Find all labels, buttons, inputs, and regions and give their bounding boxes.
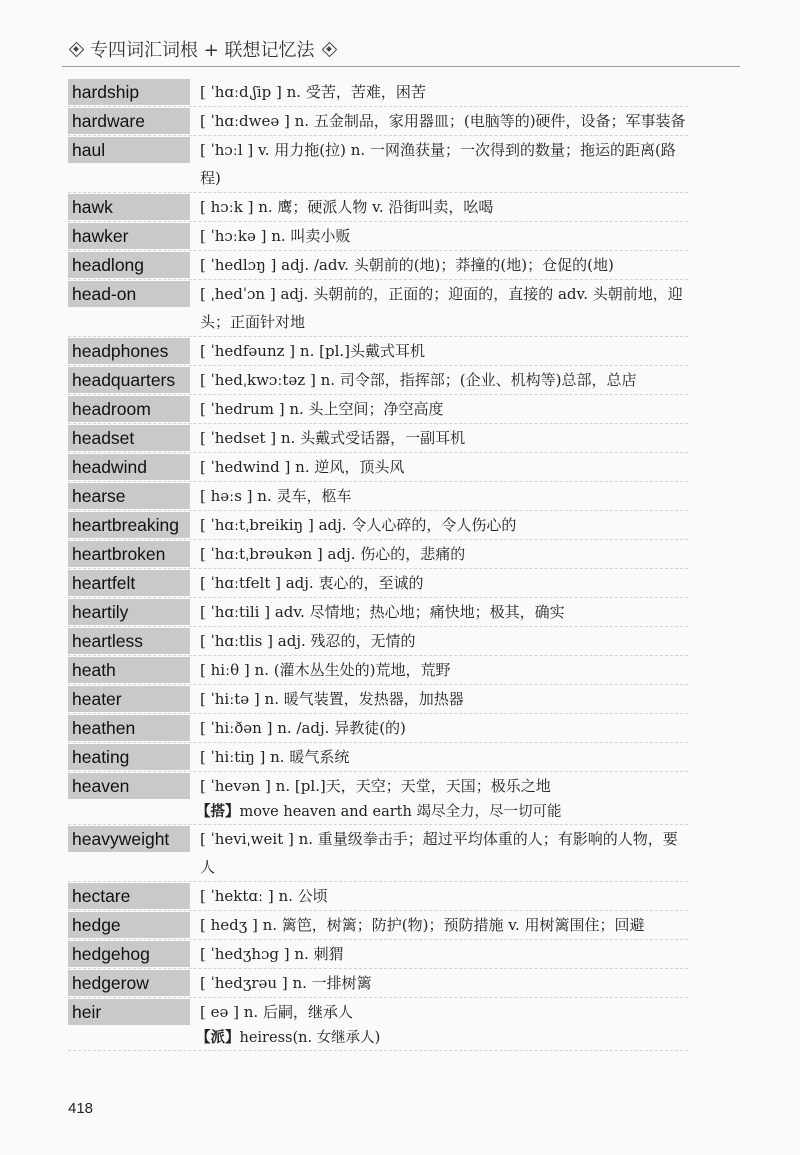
definition-text: [ ˈhedwind ] n. 逆风，顶头风 bbox=[200, 458, 405, 476]
definition-block bbox=[200, 598, 688, 626]
headword: heartbroken bbox=[68, 541, 190, 567]
entry-hardware bbox=[68, 107, 688, 136]
entry-heater bbox=[68, 685, 688, 714]
definition-text: [ ˈhɑːtˌbreikiŋ ] adj. 令人心碎的，令人伤心的 bbox=[200, 516, 517, 534]
definition-text: [ ˈhɑːtili ] adv. 尽情地；热心地；痛快地；极其，确实 bbox=[200, 603, 565, 621]
definition-text: [ ˌhedˈɔn ] adj. 头朝前的，正面的；迎面的，直接的 adv. 头朝前地，迎头；正面针对地 bbox=[200, 285, 683, 331]
definition-block bbox=[200, 911, 688, 939]
headword: hearse bbox=[68, 483, 190, 509]
entry-headwind bbox=[68, 453, 688, 482]
running-header bbox=[62, 34, 742, 64]
headword: headset bbox=[68, 425, 190, 451]
entry-heathen bbox=[68, 714, 688, 743]
headword: haul bbox=[68, 137, 190, 163]
entry-hearse bbox=[68, 482, 688, 511]
entry-head-on bbox=[68, 280, 688, 337]
definition-block bbox=[200, 395, 688, 423]
headword: hawk bbox=[68, 194, 190, 220]
definition-block bbox=[200, 107, 688, 135]
entry-heating bbox=[68, 743, 688, 772]
entry-headlong bbox=[68, 251, 688, 280]
definition-block bbox=[196, 998, 688, 1050]
extension-text: move heaven and earth 竭尽全力，尽一切可能 bbox=[239, 804, 562, 820]
definition-block bbox=[200, 78, 688, 106]
headword: heartily bbox=[68, 599, 190, 625]
definition-text: [ ˈhiːðən ] n. /adj. 异教徒(的) bbox=[200, 719, 406, 737]
headword: heavyweight bbox=[68, 826, 190, 852]
headword: hectare bbox=[68, 883, 190, 909]
headword: heir bbox=[68, 999, 190, 1025]
headword: heartless bbox=[68, 628, 190, 654]
headword: headwind bbox=[68, 454, 190, 480]
definition-block bbox=[200, 540, 688, 568]
definition-text: [ ˈhiːtə ] n. 暖气装置，发热器，加热器 bbox=[200, 690, 464, 708]
definition-text: [ ˈhɑːtfelt ] adj. 衷心的，至诚的 bbox=[200, 574, 424, 592]
entry-hedge bbox=[68, 911, 688, 940]
definition-block bbox=[200, 251, 688, 279]
headword: hedge bbox=[68, 912, 190, 938]
definition-block bbox=[196, 772, 688, 824]
vocabulary-list bbox=[68, 78, 688, 1051]
headword: hardware bbox=[68, 108, 190, 134]
entry-heaven bbox=[68, 772, 688, 825]
definition-text: [ ˈhɑːtlis ] adj. 残忍的，无情的 bbox=[200, 632, 416, 650]
headword: hawker bbox=[68, 223, 190, 249]
definition-text: [ həːs ] n. 灵车，柩车 bbox=[200, 487, 352, 505]
entry-headroom bbox=[68, 395, 688, 424]
extension-note bbox=[196, 1026, 688, 1050]
headword: heaven bbox=[68, 773, 190, 799]
entry-heartbroken bbox=[68, 540, 688, 569]
definition-text: [ ˈhɔːkə ] n. 叫卖小贩 bbox=[200, 227, 351, 245]
header-title: 专四词汇词根 + 联想记忆法 bbox=[90, 40, 315, 61]
extension-note bbox=[196, 800, 688, 824]
definition-block bbox=[200, 511, 688, 539]
entry-hectare bbox=[68, 882, 688, 911]
definition-block bbox=[200, 627, 688, 655]
headword: head-on bbox=[68, 281, 190, 307]
definition-text: [ ˈhedlɔŋ ] adj. /adv. 头朝前的(地)；莽撞的(地)；仓促的(地) bbox=[200, 256, 614, 274]
definition-text: [ ˈhedˌkwɔːtəz ] n. 司令部，指挥部；(企业、机构等)总部，总店 bbox=[200, 371, 637, 389]
headword: heating bbox=[68, 744, 190, 770]
headword: heartbreaking bbox=[68, 512, 190, 538]
definition-text: [ ˈhedrum ] n. 头上空间；净空高度 bbox=[200, 400, 444, 418]
definition-text: [ ˈhiːtiŋ ] n. 暖气系统 bbox=[200, 748, 350, 766]
definition-block bbox=[200, 969, 688, 997]
entry-headquarters bbox=[68, 366, 688, 395]
entry-heir bbox=[68, 998, 688, 1051]
definition-block bbox=[200, 193, 688, 221]
definition-block bbox=[200, 453, 688, 481]
definition-block bbox=[200, 940, 688, 968]
entry-hedgerow bbox=[68, 969, 688, 998]
entry-heartbreaking bbox=[68, 511, 688, 540]
definition-block bbox=[200, 337, 688, 365]
extension-tag: 【派】 bbox=[196, 1029, 240, 1046]
definition-text: [ hedʒ ] n. 篱笆，树篱；防护(物)；预防措施 v. 用树篱围住；回避 bbox=[200, 916, 645, 934]
definition-text: [ eə ] n. 后嗣，继承人 bbox=[200, 1003, 353, 1021]
headword: heathen bbox=[68, 715, 190, 741]
definition-block bbox=[200, 424, 688, 452]
entry-heartless bbox=[68, 627, 688, 656]
definition-text: [ ˈhedʒrəu ] n. 一排树篱 bbox=[200, 974, 372, 992]
definition-text: [ ˈhedset ] n. 头戴式受话器，一副耳机 bbox=[200, 429, 466, 447]
definition-text: [ ˈhɑːtˌbrəukən ] adj. 伤心的，悲痛的 bbox=[200, 545, 466, 563]
headword: heartfelt bbox=[68, 570, 190, 596]
diamond-bullet-icon bbox=[68, 41, 84, 57]
definition-text: [ ˈheviˌweit ] n. 重量级拳击手；超过平均体重的人；有影响的人物，要人 bbox=[200, 830, 678, 876]
definition-block bbox=[200, 825, 688, 881]
headword: hedgehog bbox=[68, 941, 190, 967]
definition-block bbox=[200, 136, 688, 192]
entry-hedgehog bbox=[68, 940, 688, 969]
entry-heartfelt bbox=[68, 569, 688, 598]
headword: headroom bbox=[68, 396, 190, 422]
definition-text: [ ˈhɔːl ] v. 用力拖(拉) n. 一网渔获量；一次得到的数量；拖运的距离(路程) bbox=[200, 141, 676, 187]
entry-headset bbox=[68, 424, 688, 453]
definition-text: [ ˈhedʒhɔg ] n. 刺猬 bbox=[200, 945, 344, 963]
diamond-bullet-icon bbox=[321, 41, 337, 57]
extension-tag: 【搭】 bbox=[196, 803, 240, 820]
definition-text: [ ˈhɑːdˌʃip ] n. 受苦，苦难，困苦 bbox=[200, 83, 426, 101]
definition-block bbox=[200, 743, 688, 771]
entry-heartily bbox=[68, 598, 688, 627]
definition-block bbox=[200, 366, 688, 394]
definition-text: [ hiːθ ] n. (灌木丛生处的)荒地，荒野 bbox=[200, 661, 451, 679]
headword: headlong bbox=[68, 252, 190, 278]
entry-heavyweight bbox=[68, 825, 688, 882]
definition-block bbox=[200, 714, 688, 742]
extension-text: heiress(n. 女继承人) bbox=[239, 1030, 381, 1046]
headword: heater bbox=[68, 686, 190, 712]
definition-block bbox=[200, 685, 688, 713]
headword: hardship bbox=[68, 79, 190, 105]
headword: hedgerow bbox=[68, 970, 190, 996]
definition-text: [ ˈhevən ] n. [pl.]天，天空；天堂，天国；极乐之地 bbox=[200, 777, 551, 795]
definition-block bbox=[200, 882, 688, 910]
entry-heath bbox=[68, 656, 688, 685]
entry-haul bbox=[68, 136, 688, 193]
headword: heath bbox=[68, 657, 190, 683]
header-divider bbox=[62, 66, 740, 67]
definition-block bbox=[200, 656, 688, 684]
entry-hardship bbox=[68, 78, 688, 107]
headword: headphones bbox=[68, 338, 190, 364]
definition-text: [ ˈhɑːdweə ] n. 五金制品，家用器皿；(电脑等的)硬件，设备；军事装备 bbox=[200, 112, 686, 130]
page-number: 418 bbox=[68, 1100, 94, 1117]
entry-hawker bbox=[68, 222, 688, 251]
definition-text: [ hɔːk ] n. 鹰；硬派人物 v. 沿街叫卖，吆喝 bbox=[200, 198, 494, 216]
definition-block bbox=[200, 569, 688, 597]
definition-text: [ ˈhedfəunz ] n. [pl.]头戴式耳机 bbox=[200, 342, 425, 360]
definition-block bbox=[200, 222, 688, 250]
definition-block bbox=[200, 482, 688, 510]
entry-headphones bbox=[68, 337, 688, 366]
definition-block bbox=[200, 280, 688, 336]
entry-hawk bbox=[68, 193, 688, 222]
headword: headquarters bbox=[68, 367, 190, 393]
definition-text: [ ˈhektɑː ] n. 公顷 bbox=[200, 887, 328, 905]
